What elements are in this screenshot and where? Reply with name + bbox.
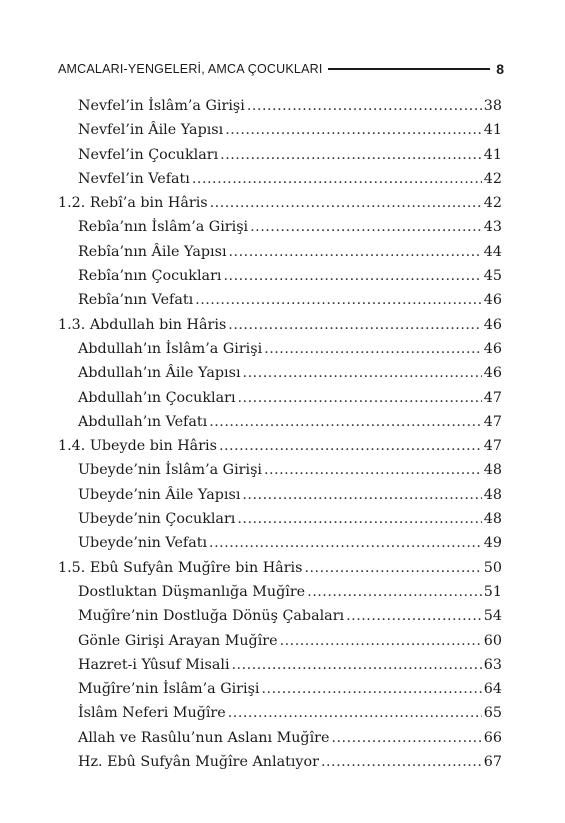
toc-entry-page: 42 <box>483 195 502 212</box>
toc-entry-title: 1.4. Ubeyde bin Hâris <box>58 438 217 455</box>
toc-entry-page: 45 <box>483 268 502 285</box>
toc-entry-page: 48 <box>483 462 502 479</box>
toc-subsection-entry[interactable] <box>58 507 502 531</box>
dot-leader <box>242 488 481 502</box>
toc-subsection-entry[interactable] <box>58 726 502 750</box>
toc-entry-page: 43 <box>483 219 502 236</box>
toc-entry-title: 1.2. Rebî’a bin Hâris <box>58 195 208 212</box>
dot-leader <box>237 512 481 526</box>
toc-entry-title: Rebîa’nın İslâm’a Girişi <box>78 219 249 236</box>
toc-section-entry[interactable] <box>58 191 502 215</box>
toc-subsection-entry[interactable] <box>58 458 502 482</box>
toc-entry-title: Rebîa’nın Çocukları <box>78 268 222 285</box>
toc-subsection-entry[interactable] <box>58 143 502 167</box>
toc-entry-page: 41 <box>483 146 502 163</box>
dot-leader <box>346 609 482 623</box>
dot-leader <box>264 342 482 356</box>
dot-leader <box>247 99 482 113</box>
toc-entry-page: 63 <box>483 656 502 673</box>
dot-leader <box>238 391 482 405</box>
toc-entry-page: 46 <box>483 340 502 357</box>
toc-entry-page: 46 <box>483 365 502 382</box>
toc-subsection-entry[interactable] <box>58 531 502 555</box>
dot-leader <box>219 439 482 453</box>
dot-leader <box>220 148 482 162</box>
toc-entry-page: 67 <box>483 754 502 771</box>
toc-subsection-entry[interactable] <box>58 701 502 725</box>
toc-entry-title: 1.3. Abdullah bin Hâris <box>58 316 227 333</box>
toc-entry-title: Ubeyde’nin Çocukları <box>78 511 236 528</box>
toc-entry-page: 47 <box>483 413 502 430</box>
toc-subsection-entry[interactable] <box>58 94 502 118</box>
toc-subsection-entry[interactable] <box>58 410 502 434</box>
toc-entry-title: Ubeyde’nin İslâm’a Girişi <box>78 462 262 479</box>
toc-entry-page: 46 <box>483 316 502 333</box>
toc-entry-title: Muğîre’nin Dostluğa Dönüş Çabaları <box>78 608 345 625</box>
toc-entry-page: 50 <box>483 559 502 576</box>
toc-entry-page: 64 <box>483 681 502 698</box>
toc-subsection-entry[interactable] <box>58 167 502 191</box>
table-of-contents <box>58 94 502 774</box>
toc-subsection-entry[interactable] <box>58 483 502 507</box>
running-header-title: AMCALARI-YENGELERİ, AMCA ÇOCUKLARI <box>58 62 323 76</box>
dot-leader <box>192 172 482 186</box>
toc-section-entry[interactable] <box>58 313 502 337</box>
dot-leader <box>228 706 482 720</box>
toc-entry-title: Ubeyde’nin Âile Yapısı <box>78 486 241 503</box>
toc-entry-title: Nevfel’in Çocukları <box>78 146 219 163</box>
dot-leader <box>195 293 482 307</box>
toc-entry-title: Nevfel’in İslâm’a Girişi <box>78 98 245 114</box>
toc-subsection-entry[interactable] <box>58 629 502 653</box>
dot-leader <box>225 123 482 137</box>
dot-leader <box>262 682 482 696</box>
dot-leader <box>280 634 482 648</box>
toc-entry-page: 66 <box>483 729 502 746</box>
toc-entry-title: Nevfel’in Vefatı <box>78 170 190 187</box>
dot-leader <box>304 561 481 575</box>
toc-entry-page: 47 <box>483 389 502 406</box>
toc-entry-title: Abdullah’ın İslâm’a Girişi <box>78 340 263 357</box>
toc-entry-page: 44 <box>483 243 502 260</box>
toc-subsection-entry[interactable] <box>58 580 502 604</box>
toc-entry-page: 54 <box>483 608 502 625</box>
toc-entry-title: Rebîa’nın Âile Yapısı <box>78 243 227 260</box>
dot-leader <box>243 366 482 380</box>
toc-entry-title: 1.5. Ebû Sufyân Muğîre bin Hâris <box>58 559 303 576</box>
toc-entry-title: Abdullah’ın Âile Yapısı <box>78 365 241 382</box>
toc-entry-title: Muğîre’nin İslâm’a Girişi <box>78 681 260 698</box>
toc-subsection-entry[interactable] <box>58 361 502 385</box>
toc-entry-page: 41 <box>483 122 502 139</box>
dot-leader <box>321 755 482 769</box>
toc-subsection-entry[interactable] <box>58 653 502 677</box>
toc-subsection-entry[interactable] <box>58 288 502 312</box>
toc-entry-title: Hz. Ebû Sufyân Muğîre Anlatıyor <box>78 754 319 771</box>
toc-subsection-entry[interactable] <box>58 604 502 628</box>
toc-subsection-entry[interactable] <box>58 215 502 239</box>
toc-section-entry[interactable] <box>58 434 502 458</box>
toc-subsection-entry[interactable] <box>58 677 502 701</box>
toc-entry-title: Nevfel’in Âile Yapısı <box>78 122 224 139</box>
toc-subsection-entry[interactable] <box>58 386 502 410</box>
dot-leader <box>232 658 482 672</box>
dot-leader <box>331 731 481 745</box>
dot-leader <box>250 220 482 234</box>
toc-entry-page: 60 <box>483 632 502 649</box>
toc-subsection-entry[interactable] <box>58 118 502 142</box>
toc-entry-title: İslâm Neferi Muğîre <box>78 705 226 722</box>
dot-leader <box>229 245 482 259</box>
running-header <box>58 58 504 80</box>
page-number: 8 <box>496 61 504 77</box>
toc-entry-page: 65 <box>483 705 502 722</box>
toc-entry-title: Hazret-i Yûsuf Misali <box>78 656 230 673</box>
toc-entry-title: Abdullah’ın Çocukları <box>78 389 236 406</box>
dot-leader <box>209 415 482 429</box>
toc-entry-page: 47 <box>483 438 502 455</box>
dot-leader <box>209 536 482 550</box>
dot-leader <box>210 196 482 210</box>
toc-entry-title: Abdullah’ın Vefatı <box>78 413 208 430</box>
toc-entry-title: Dostluktan Düşmanlığa Muğîre <box>78 583 306 600</box>
toc-entry-title: Ubeyde’nin Vefatı <box>78 535 208 552</box>
dot-leader <box>228 318 482 332</box>
dot-leader <box>223 269 481 283</box>
dot-leader <box>307 585 482 599</box>
header-rule <box>328 68 491 70</box>
toc-entry-page: 49 <box>483 535 502 552</box>
toc-section-entry[interactable] <box>58 556 502 580</box>
toc-entry-page: 48 <box>483 486 502 503</box>
toc-subsection-entry[interactable] <box>58 240 502 264</box>
toc-entry-title: Rebîa’nın Vefatı <box>78 292 194 309</box>
toc-entry-page: 38 <box>483 98 502 114</box>
toc-subsection-entry[interactable] <box>58 750 502 774</box>
toc-entry-page: 48 <box>483 511 502 528</box>
toc-entry-title: Gönle Girişi Arayan Muğîre <box>78 632 278 649</box>
toc-entry-page: 42 <box>483 170 502 187</box>
toc-entry-page: 51 <box>483 583 502 600</box>
toc-subsection-entry[interactable] <box>58 337 502 361</box>
toc-subsection-entry[interactable] <box>58 264 502 288</box>
toc-entry-page: 46 <box>483 292 502 309</box>
toc-entry-title: Allah ve Rasûlu’nun Aslanı Muğîre <box>78 729 330 746</box>
dot-leader <box>264 463 482 477</box>
